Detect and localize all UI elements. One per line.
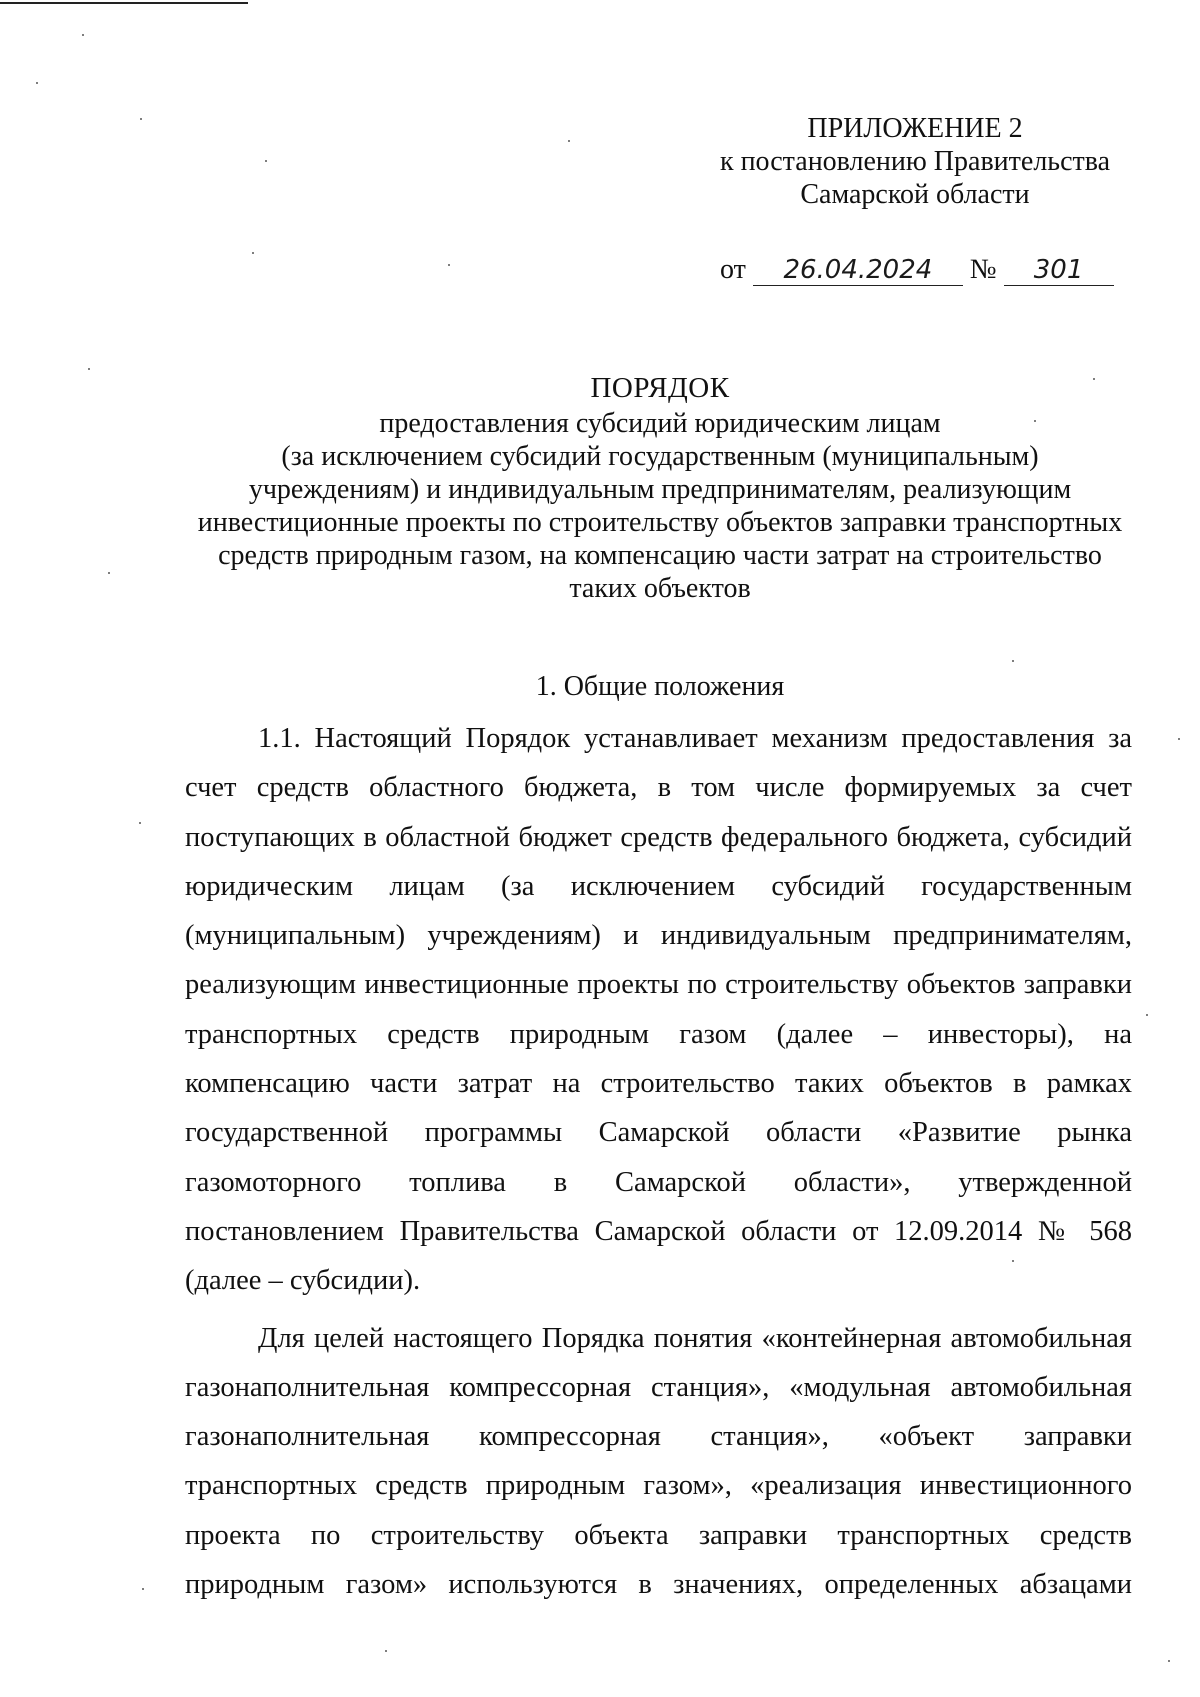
number-prefix: №: [969, 254, 997, 285]
document-body: [185, 714, 1132, 1609]
text-line: газомоторного топлива в Самарской области», утвержденной: [185, 1166, 1132, 1198]
appendix-reference: к постановлению Правительства: [719, 146, 1111, 177]
scan-speck: [36, 82, 38, 84]
scan-top-line: [0, 2, 248, 4]
appendix-region: Самарской области: [800, 179, 1030, 210]
title-line: таких объектов: [569, 573, 751, 604]
scan-speck: [568, 140, 570, 142]
text-line: Для целей настоящего Порядка понятия «контейнерная автомобильная: [258, 1322, 1132, 1354]
scan-speck: [1093, 378, 1095, 380]
title-line: предоставления субсидий юридическим лицам: [379, 408, 941, 439]
text-line: счет средств областного бюджета, в том числе формируемых за счет: [185, 772, 1132, 804]
text-line: (далее – субсидии).: [185, 1265, 421, 1297]
scan-speck: [385, 1650, 387, 1652]
title-line: (за исключением субсидий государственным (муниципальным): [281, 441, 1039, 472]
appendix-header: [680, 112, 1150, 286]
handwritten-number: 301: [1004, 255, 1114, 286]
text-line: поступающих в областной бюджет средств федерального бюджета, субсидий: [185, 821, 1132, 853]
paragraph-definitions: [185, 1314, 1132, 1610]
appendix-title: ПРИЛОЖЕНИЕ 2: [807, 113, 1023, 144]
scan-speck: [88, 368, 90, 370]
scan-speck: [265, 160, 267, 162]
text-line: 1.1. Настоящий Порядок устанавливает механизм предоставления за: [258, 723, 1132, 754]
scan-speck: [139, 822, 141, 824]
paragraph-1-1: [185, 714, 1132, 1306]
text-line: государственной программы Самарской области «Развитие рынка: [185, 1117, 1132, 1149]
text-line: газонаполнительная компрессорная станция», «объект заправки: [185, 1421, 1132, 1453]
text-line: компенсацию части затрат на строительство таких объектов в рамках: [185, 1068, 1132, 1100]
text-line: проекта по строительству объекта заправки транспортных средств: [185, 1519, 1132, 1551]
text-line: газонаполнительная компрессорная станция», «модульная автомобильная: [185, 1371, 1132, 1403]
text-line: постановлением Правительства Самарской области от 12.09.2014 № 568: [185, 1215, 1132, 1247]
scan-speck: [252, 252, 254, 254]
scan-speck: [140, 118, 142, 120]
scan-speck: [82, 34, 84, 36]
scan-speck: [1034, 420, 1036, 422]
text-line: природным газом» используются в значениях, определенных абзацами: [185, 1569, 1132, 1601]
handwritten-date: 26.04.2024: [753, 255, 963, 286]
text-line: транспортных средств природным газом», «реализация инвестиционного: [185, 1470, 1132, 1502]
scan-speck: [1178, 738, 1180, 740]
title-line: средств природным газом, на компенсацию части затрат на строительство: [218, 540, 1102, 571]
text-line: (муниципальным) учреждениям) и индивидуальным предпринимателям,: [185, 920, 1132, 952]
scan-speck: [1168, 1660, 1170, 1662]
document-title-block: [150, 372, 1170, 605]
scan-speck: [448, 264, 450, 266]
title-line: инвестиционные проекты по строительству объектов заправки транспортных: [197, 507, 1123, 538]
text-line: транспортных средств природным газом (далее – инвесторы), на: [185, 1018, 1132, 1050]
scan-speck: [142, 1588, 144, 1590]
text-line: юридическим лицам (за исключением субсидий государственным: [185, 870, 1132, 902]
text-line: реализующим инвестиционные проекты по строительству объектов заправки: [185, 969, 1132, 1001]
scan-speck: [108, 572, 110, 574]
scan-speck: [1012, 1260, 1014, 1262]
date-prefix: от: [720, 254, 746, 285]
scan-speck: [1012, 660, 1014, 662]
appendix-date-number: [680, 253, 1150, 286]
scan-speck: [1146, 1014, 1148, 1016]
title-line: учреждениям) и индивидуальным предпринимателям, реализующим: [248, 474, 1072, 505]
section-heading: 1. Общие положения: [535, 671, 785, 702]
document-title: ПОРЯДОК: [590, 372, 730, 404]
